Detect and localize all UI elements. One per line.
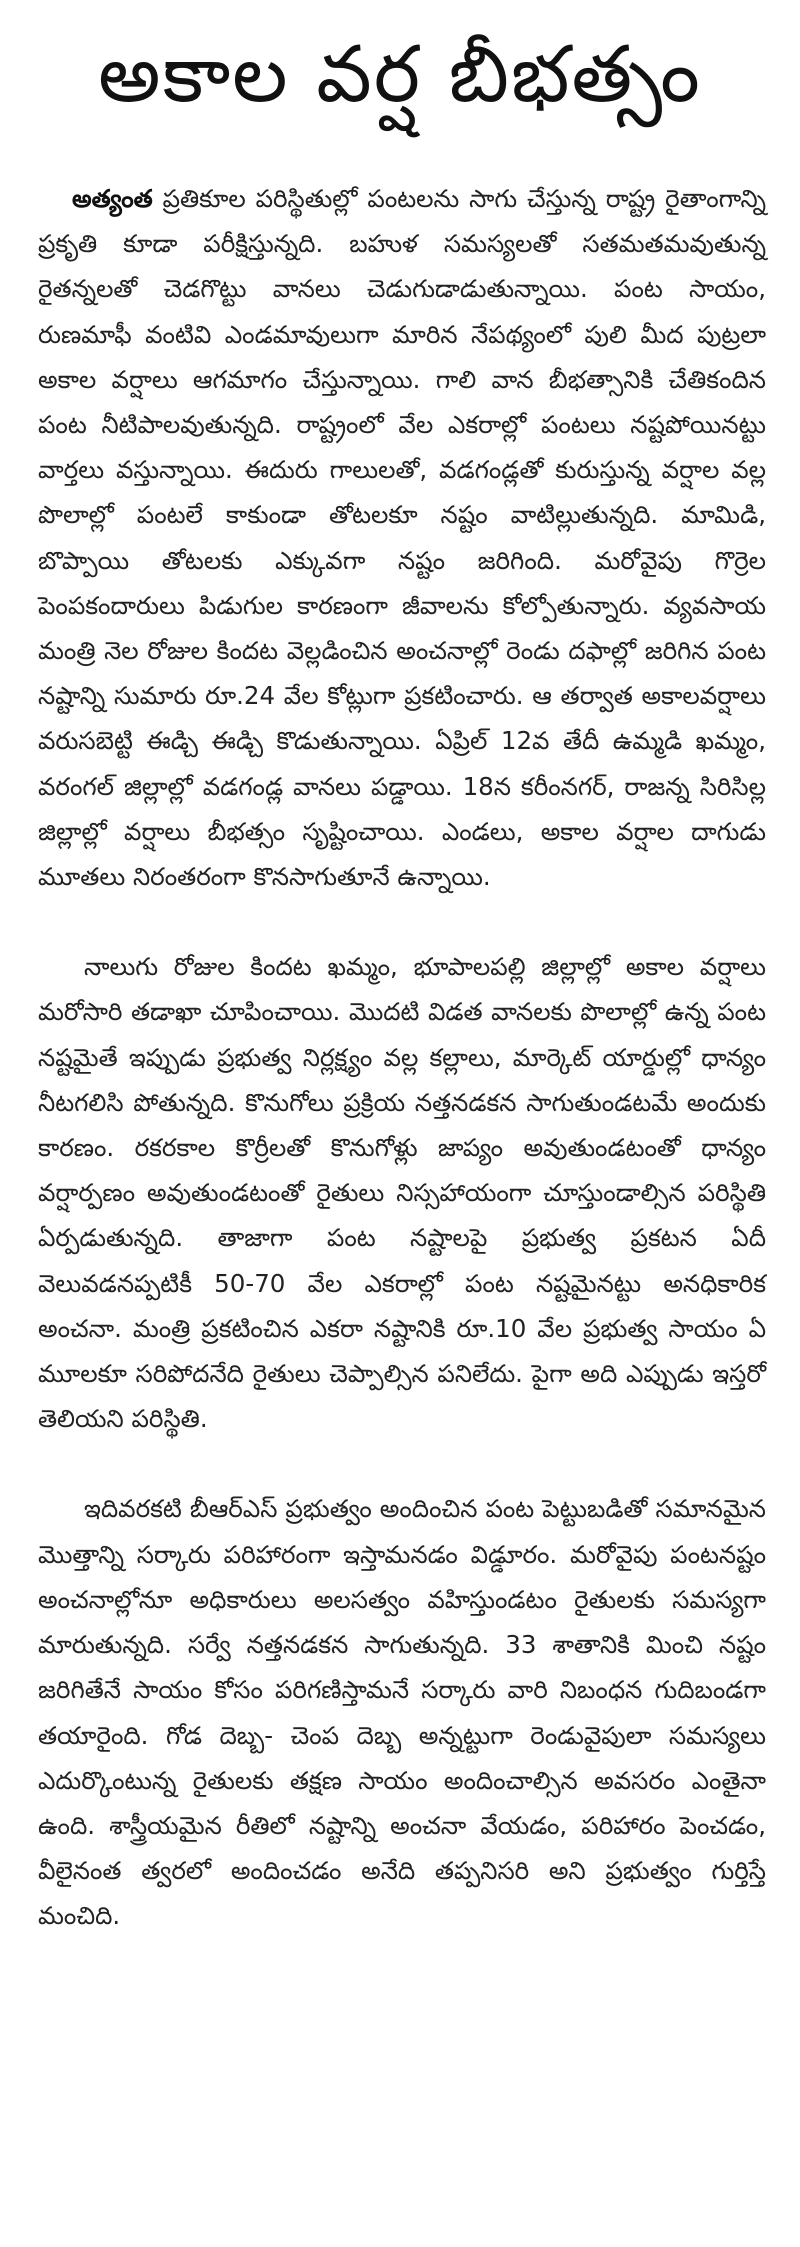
- article-paragraph-3: ఇదివరకటి బీఆర్ఎస్ ప్రభుత్వం అందించిన పంట పెట్టుబడితో సమానమైన మొత్తాన్ని సర్కారు పరిహారంగా ఇస్తామనడం విడ్డూరం. మరోవైపు పంటనష్టం అంచనాల్లోనూ అధికారులు అలసత్వం వహిస్తుండటం రైతులకు సమస్యగా మారుతున్నది. సర్వే నత్తనడకన సాగుతున్నది. 33 శాతానికి మించి నష్టం జరిగితేనే సాయం కోసం పరిగణిస్తామనే సర్కారు వారి నిబంధన గుదిబండగా తయారైంది. గోడ దెబ్బ- చెంప దెబ్బ అన్నట్టుగా రెండువైపులా సమస్యలు ఎదుర్కొంటున్న రైతులకు తక్షణ సాయం అందించాల్సిన అవసరం ఎంతైనా ఉంది. శాస్త్రీయమైన రీతిలో నష్టాన్ని అంచనా వేయడం, పరిహారం పెంచడం, వీలైనంత త్వరలో అందించడం అనేది తప్పనిసరి అని ప్రభుత్వం గుర్తిస్తే మంచిది.: [38, 1494, 766, 1931]
- article-body: [38, 176, 766, 1939]
- article-headline: అకాల వర్ష బీభత్సం: [98, 30, 702, 120]
- paragraph-1-text: ప్రతికూల పరిస్థితుల్లో పంటలను సాగు చేస్తున్న రాష్ట్ర రైతాంగాన్ని ప్రకృతి కూడా పరీక్షిస్తున్నది. బహుళ సమస్యలతో సతమతమవుతున్న రైతన్నలతో చెడగొట్టు వానలు చెడుగుడాడుతున్నాయి. పంట సాయం, రుణమాఫీ వంటివి ఎండమావులుగా మారిన నేపథ్యంలో పులి మీద పుట్రలా అకాల వర్షాలు ఆగమాగం చేస్తున్నాయి. గాలి వాన బీభత్సానికి చేతికందిన పంట నీటిపాలవుతున్నది. రాష్ట్రంలో వేల ఎకరాల్లో పంటలు నష్టపోయినట్టు వార్తలు వస్తున్నాయి. ఈదురు గాలులతో, వడగండ్లతో కురుస్తున్న వర్షాల వల్ల పొలాల్లో పంటలే కాకుండా తోటలకూ నష్టం వాటిల్లుతున్నది. మామిడి, బొప్పాయి తోటలకు ఎక్కువగా నష్టం జరిగింది. మరోవైపు గొర్రెల పెంపకందారులు పిడుగుల కారణంగా జీవాలను కోల్పోతున్నారు. వ్యవసాయ మంత్రి నెల రోజుల కిందట వెల్లడించిన అంచనాల్లో రెండు దఫాల్లో జరిగిన పంట నష్టాన్ని సుమారు రూ.24 వేల కోట్లుగా ప్రకటించారు. ఆ తర్వాత అకాలవర్షాలు వరుసబెట్టి ఈడ్చి ఈడ్చి కొడుతున్నాయి. ఏప్రిల్ 12వ తేదీ ఉమ్మడి ఖమ్మం, వరంగల్ జిల్లాల్లో వడగండ్ల వానలు పడ్డాయి. 18న కరీంనగర్, రాజన్న సిరిసిల్ల జిల్లాల్లో వర్షాలు బీభత్సం సృష్టించాయి. ఎండలు, అకాల వర్షాల దాగుడు మూతలు నిరంతరంగా కొనసాగుతూనే ఉన్నాయి.: [38, 184, 766, 892]
- article-paragraph-1: [38, 176, 766, 899]
- article-paragraph-2: నాలుగు రోజుల కిందట ఖమ్మం, భూపాలపల్లి జిల్లాల్లో అకాల వర్షాలు మరోసారి తడాఖా చూపించాయి. మొదటి విడత వానలకు పొలాల్లో ఉన్న పంట నష్టమైతే ఇప్పుడు ప్రభుత్వ నిర్లక్ష్యం వల్ల కల్లాలు, మార్కెట్ యార్డుల్లో ధాన్యం నీటగలిసి పోతున్నది. కొనుగోలు ప్రక్రియ నత్తనడకన సాగుతుండటమే అందుకు కారణం. రకరకాల కొర్రీలతో కొనుగోళ్లు జాప్యం అవుతుండటంతో ధాన్యం వర్షార్పణం అవుతుండటంతో రైతులు నిస్సహాయంగా చూస్తుండాల్సిన పరిస్థితి ఏర్పడుతున్నది. తాజాగా పంట నష్టాలపై ప్రభుత్వ ప్రకటన ఏదీ వెలువడనప్పటికీ 50-70 వేల ఎకరాల్లో పంట నష్టమైనట్టు అనధికారిక అంచనా. మంత్రి ప్రకటించిన ఎకరా నష్టానికి రూ.10 వేల ప్రభుత్వ సాయం ఏ మూలకూ సరిపోదనేది రైతులు చెప్పాల్సిన పనిలేదు. పైగా అది ఎప్పుడు ఇస్తరో తెలియని పరిస్థితి.: [38, 952, 766, 1434]
- lead-word: అత్యంత: [72, 184, 153, 213]
